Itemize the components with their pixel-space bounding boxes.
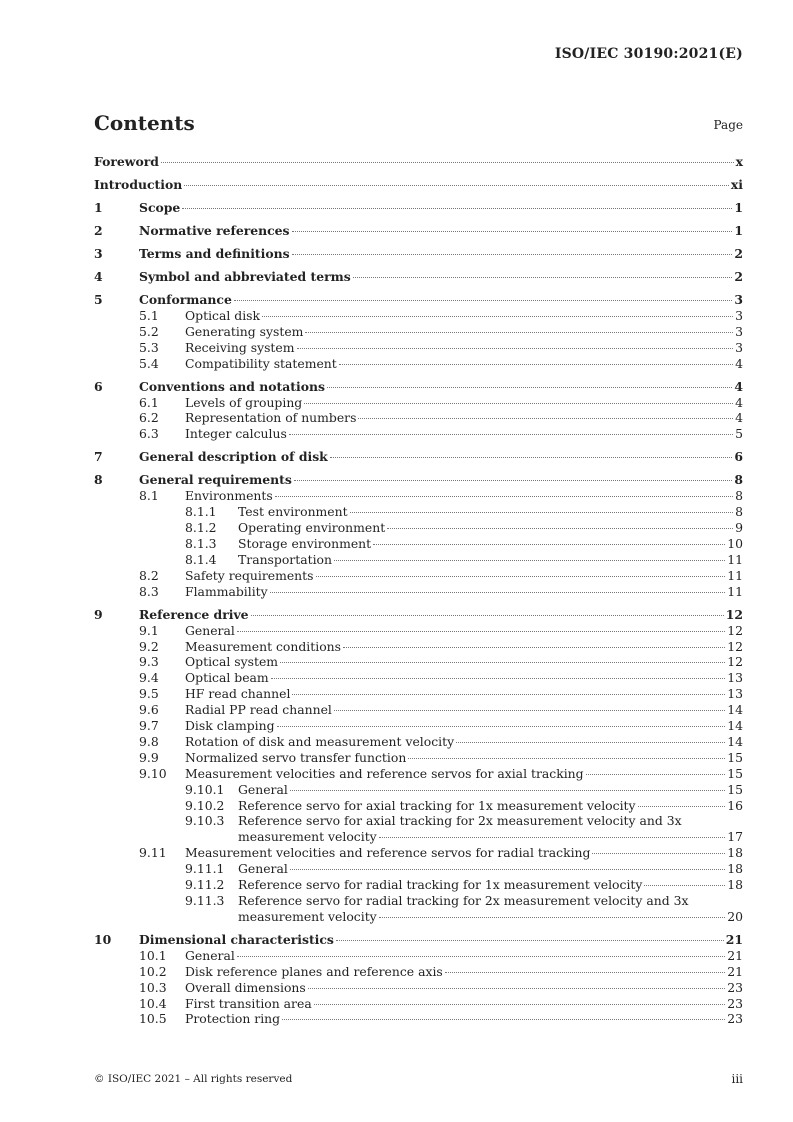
page-number: iii [731, 1072, 743, 1086]
toc-entry-10-1[interactable]: 10.1 General 21 [139, 947, 743, 963]
toc-entry-10-3[interactable]: 10.3 Overall dimensions 23 [139, 979, 743, 995]
toc-entry-9-9[interactable]: 9.9 Normalized servo transfer function 15 [139, 749, 743, 765]
toc-entry-8[interactable]: 8 General requirements 8 [94, 472, 743, 488]
toc-entry-5-2[interactable]: 5.2 Generating system 3 [139, 323, 743, 339]
toc-entry-9-10-1[interactable]: 9.10.1 General 15 [185, 781, 743, 797]
table-of-contents [94, 154, 743, 1027]
toc-entry-5[interactable]: 5 Conformance 3 [94, 292, 743, 307]
toc-entry-9-10-2[interactable]: 9.10.2 Reference servo for axial tracking for 1x measurement velocity 16 [185, 797, 743, 813]
toc-entry-9-11-3[interactable]: 9.11.3 Reference servo for radial tracking for 2x measurement velocity and 3x [185, 893, 689, 908]
toc-entry-9-7[interactable]: 9.7 Disk clamping 14 [139, 718, 743, 734]
toc-entry-introduction[interactable]: Introduction xi [94, 177, 743, 192]
toc-entry-8-1[interactable]: 8.1 Environments 8 [139, 488, 743, 504]
toc-entry-8-2[interactable]: 8.2 Safety requirements 11 [139, 567, 743, 583]
toc-entry-9[interactable]: 9 Reference drive 12 [94, 606, 743, 622]
toc-entry-foreword[interactable]: Foreword x [94, 154, 743, 169]
toc-entry-8-1-4[interactable]: 8.1.4 Transportation 11 [185, 551, 743, 567]
toc-entry-9-10-3[interactable]: 9.10.3 Reference servo for axial tracking for 2x measurement velocity and 3x [185, 813, 682, 829]
toc-entry-1[interactable]: 1 Scope 1 [94, 200, 743, 215]
toc-entry-9-10[interactable]: 9.10 Measurement velocities and reference servos for axial tracking 15 [139, 765, 743, 781]
toc-entry-9-11-2[interactable]: 9.11.2 Reference servo for radial tracking for 1x measurement velocity 18 [185, 877, 743, 893]
toc-entry-9-11[interactable]: 9.11 Measurement velocities and reference servos for radial tracking 18 [139, 845, 743, 861]
toc-entry-10-4[interactable]: 10.4 First transition area 23 [139, 995, 743, 1011]
toc-entry-5-4[interactable]: 5.4 Compatibility statement 4 [139, 355, 743, 371]
toc-entry-8-3[interactable]: 8.3 Flammability 11 [139, 583, 743, 599]
toc-entry-9-6[interactable]: 9.6 Radial PP read channel 14 [139, 702, 743, 718]
toc-entry-7[interactable]: 7 General description of disk 6 [94, 449, 743, 465]
toc-entry-9-10-3-continued[interactable]: measurement velocity 17 [238, 829, 743, 845]
toc-entry-9-3[interactable]: 9.3 Optical system 12 [139, 654, 743, 670]
toc-entry-6-2[interactable]: 6.2 Representation of numbers 4 [139, 410, 743, 426]
toc-entry-8-1-2[interactable]: 8.1.2 Operating environment 9 [185, 520, 743, 536]
toc-entry-10[interactable]: 10 Dimensional characteristics 21 [94, 931, 743, 947]
contents-title: Contents [94, 111, 195, 135]
toc-entry-6[interactable]: 6 Conventions and notations 4 [94, 378, 743, 394]
toc-entry-9-4[interactable]: 9.4 Optical beam 13 [139, 670, 743, 686]
copyright-notice: © ISO/IEC 2021 – All rights reserved [94, 1073, 293, 1085]
toc-entry-5-1[interactable]: 5.1 Optical disk 3 [139, 307, 743, 323]
toc-entry-9-5[interactable]: 9.5 HF read channel 13 [139, 686, 743, 702]
document-id: ISO/IEC 30190:2021(E) [554, 46, 743, 62]
toc-entry-10-5[interactable]: 10.5 Protection ring 23 [139, 1011, 743, 1027]
toc-entry-9-2[interactable]: 9.2 Measurement conditions 12 [139, 638, 743, 654]
page-column-label: Page [713, 118, 743, 132]
toc-entry-6-1[interactable]: 6.1 Levels of grouping 4 [139, 394, 743, 410]
toc-entry-5-3[interactable]: 5.3 Receiving system 3 [139, 339, 743, 355]
toc-entry-4[interactable]: 4 Symbol and abbreviated terms 2 [94, 269, 743, 284]
toc-entry-8-1-3[interactable]: 8.1.3 Storage environment 10 [185, 535, 743, 551]
toc-entry-2[interactable]: 2 Normative references 1 [94, 223, 743, 238]
toc-entry-10-2[interactable]: 10.2 Disk reference planes and reference axis 21 [139, 963, 743, 979]
toc-entry-8-1-1[interactable]: 8.1.1 Test environment 8 [185, 504, 743, 520]
toc-entry-9-11-3-continued[interactable]: measurement velocity 20 [238, 908, 743, 924]
toc-entry-6-3[interactable]: 6.3 Integer calculus 5 [139, 426, 743, 442]
toc-entry-9-8[interactable]: 9.8 Rotation of disk and measurement velocity 14 [139, 733, 743, 749]
toc-entry-3[interactable]: 3 Terms and definitions 2 [94, 246, 743, 261]
toc-entry-9-1[interactable]: 9.1 General 12 [139, 622, 743, 638]
toc-entry-9-11-1[interactable]: 9.11.1 General 18 [185, 861, 743, 877]
